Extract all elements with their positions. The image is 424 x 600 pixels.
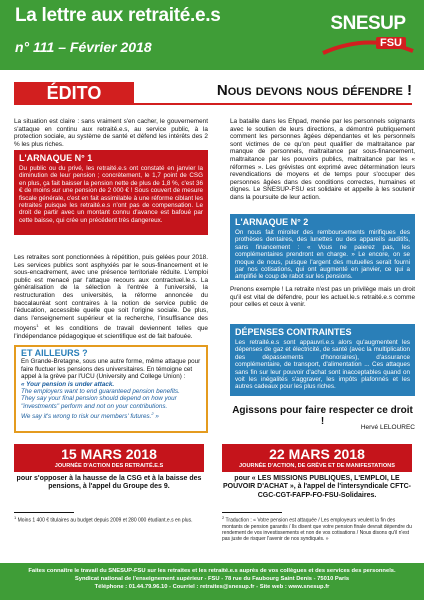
edito-title: Nous devons nous défendre ! (216, 82, 412, 99)
march-22-subtitle: JOURNÉE D'ACTION, DE GRÈVE ET DE MANIFESTATIONS (239, 463, 395, 469)
ailleurs-quote-1: « Your pension is under attack. (21, 380, 115, 388)
arnaque-1-box (14, 150, 208, 235)
depenses-title: DÉPENSES CONTRAINTES (235, 327, 352, 337)
ailleurs-quote-2: The employers want to end guaranteed pension benefits. (21, 388, 180, 396)
ailleurs-quote-3: They say your final pension should depend on how your "investments" perform and not on your contributions. (21, 395, 177, 410)
signature: Hervé LELOUREC (360, 424, 415, 431)
footer-banner (0, 563, 424, 600)
march-22-date: 22 MARS 2018 (269, 446, 365, 462)
header-banner (0, 0, 424, 70)
arnaque-2-box (230, 214, 415, 280)
march-15-subtitle: JOURNÉE D'ACTION DES RETRAITÉ.E.S (54, 463, 164, 469)
march-15-date: 15 MARS 2018 (61, 446, 157, 462)
ailleurs-box (14, 345, 208, 433)
march-15-text: pour s'opposer à la hausse de la CSG et à la baisse des pensions, à l'appel du Groupe des 9. (16, 475, 202, 491)
edito-paragraph-3: La bataille dans les Ehpad, menée par les personnels soignants avec le soutien de leurs directions, a démontré publiquement comment les personnes âgées dépendantes et les personnels sont victimes de ce qu'on peut qualifier de maltraitance par manque de personnels, maltraitance par sous-financement, maltraitance par les pouvoirs publics, maltraitance par les « réformes ». Les grévistes ont exprimé avec détermination leurs revendications de moyens et de temps pour s'occuper des personnes âgées dans des conditions correctes, humaines et dignes. Le SNESUP-FSU est solidaire et appelle à les soutenir dans la poursuite de leur action. (230, 118, 415, 201)
ailleurs-text: En Grande-Bretagne, sous une autre forme, même attaque pour faire fluctuer les pensions des universitaires. En témoigne cet appel à la grève par l'UCU (University and College Union) : (21, 358, 201, 381)
edito-paragraph-2-end: et les conditions de travail deviennent telles que l'indépendance pédagogique et scientifique est de fait bafouée. (14, 325, 208, 341)
newsletter-title: La lettre aux retraité.e.s (15, 5, 221, 26)
footnote-ref-2: 2 (151, 411, 154, 417)
divider (14, 103, 412, 105)
call-to-action: Agissons pour faire respecter ce droit ! (232, 405, 413, 427)
logo-text: SNESUP (330, 13, 406, 34)
edito-paragraph-4: Prenons exemple ! La retraite n'est pas un privilège mais un droit qu'il est vital de défendre, pour les actuel.le.s retraité.e.s comme pour celles et ceux à venir. (230, 286, 415, 309)
footnote-ref-1: 1 (36, 323, 39, 329)
ailleurs-title: ET AILLEURS ? (21, 348, 88, 358)
depenses-box (230, 324, 415, 396)
ailleurs-quote-4: We say it's wrong to risk our members' futures.$^2$ » (21, 411, 159, 421)
footnote-1: $^1$ Moins 1 400 € titulaires au budget depuis 2009 et 280 000 étudiant.e.s en plus. (14, 515, 193, 524)
arnaque-1-title: L'ARNAQUE N° 1 (19, 153, 93, 163)
snesup-logo (318, 3, 418, 61)
edito-paragraph-1: La situation est claire : sans vraiment s'en cacher, le gouvernement s'attaque en continu aux retraité.e.s, au service public, à la protection sociale, au système de santé et défend les intérêts des 2 % les plus riches. (14, 118, 208, 148)
issue-number: n° 111 – Février 2018 (15, 39, 152, 55)
depenses-text: Les retraité.e.s sont appauvri.e.s alors qu'augmentent les dépenses de gaz et électricité, de santé (avec la multiplication des dépassements d'honoraires), d'assurance complémentaire, de transport, d'alimentation ... Ces attaques sans fin sur leur pouvoir d'achat sont inacceptables quand on voit les inégalités s'aggraver, les impôts plafonnés et les autres cadeaux pour les plus riches. (235, 339, 410, 391)
march-22-banner (222, 444, 412, 472)
arnaque-1-text: Du public ou du privé, les retraité.e.s ont constaté en janvier la diminution de leur pension ; concrètement, le 1,7 point de CSG en plus, ça fait baisser la pension nette de plus de 1,8 %, c'est 36 € de moins sur une pension de 2 000 € ! Sous couvert de mesure fiscale générale, c'est en fait assimilable à une réforme ciblant les retraites puisque les retraité.e.s n'ont pas de compensation. Le droit de partir avec un montant connu d'avance est bafoué par cette baisse, qui crée un précédent très dangereux. (19, 165, 203, 224)
arnaque-2-text: On nous fait miroiter des remboursements mirifiques des prothèses dentaires, des lunettes ou des appareils auditifs, sans financement : « Vous ne paierez pas, les complémentaires prendront en charge. » Le encore, on se moque de nous, puisque l'argent des mutuelles serait fourni par nos cotisations, qui ont augmenté en janvier, ce qui a amplifié le coup de rabot sur les pensions. (235, 229, 410, 281)
footnote-2: $^2$ Traduction : « Votre pension est attaquée / Les employeurs veulent la fin des montants de pension garantis / Ils disent que votre pension finale devrait dépendre du rendement de vos investissements et non de vos cotisations / Nous disons qu'il n'est pas juste de risquer l'avenir de nos syndiqués. » (222, 515, 412, 542)
edito-paragraph-2-text: Les retraites sont ponctionnées à répétition, puis gelées pour 2018. Les services publics sont asphyxiés par le sous-financement et le sous-encadrement, avec une présence territoriale réduite. L'emploi public est menacé par l'attaque recours aux contractuel.le.s. La généralisation de la sélection à l'entrée à l'université, la restructuration des universités, la réforme annoncée du baccalauréat sont contraires à la notion de service public de l'éducation, accessible quelle que soit l'origine sociale. De plus, dans l'enseignement supérieur et la recherche, l'insuffisance des moyens (14, 254, 208, 333)
footer-line-3[interactable]: Téléphone : 01.44.79.96.10 - Courriel : retraites@snesup.fr - Site web : www.snesup.fr (94, 584, 330, 590)
arnaque-2-title: L'ARNAQUE N° 2 (235, 217, 309, 227)
footnote-divider (222, 512, 282, 513)
footer-line-2: Syndicat national de l'enseignement supérieur - FSU - 78 rue du Faubourg Saint Denis - 75010 Paris (74, 576, 350, 582)
footer-line-1: Faites connaître le travail du SNESUP-FSU sur les retraites et les retraité.e.s auprès de vos collègues et des services des personnels. (28, 568, 396, 574)
march-15-banner (14, 444, 204, 472)
march-22-text: pour « LES MISSIONS PUBLIQUES, L'EMPLOI, LE POUVOIR D'ACHAT », à l'appel de l'intersyndicale CFTC-CGC-CGT-FAFP-FO-FSU-Solidaires. (222, 475, 412, 499)
edito-tag: ÉDITO (14, 82, 134, 104)
footnote-divider (14, 512, 74, 513)
logo-fsu: FSU (376, 37, 406, 49)
edito-paragraph-2 (14, 254, 208, 341)
